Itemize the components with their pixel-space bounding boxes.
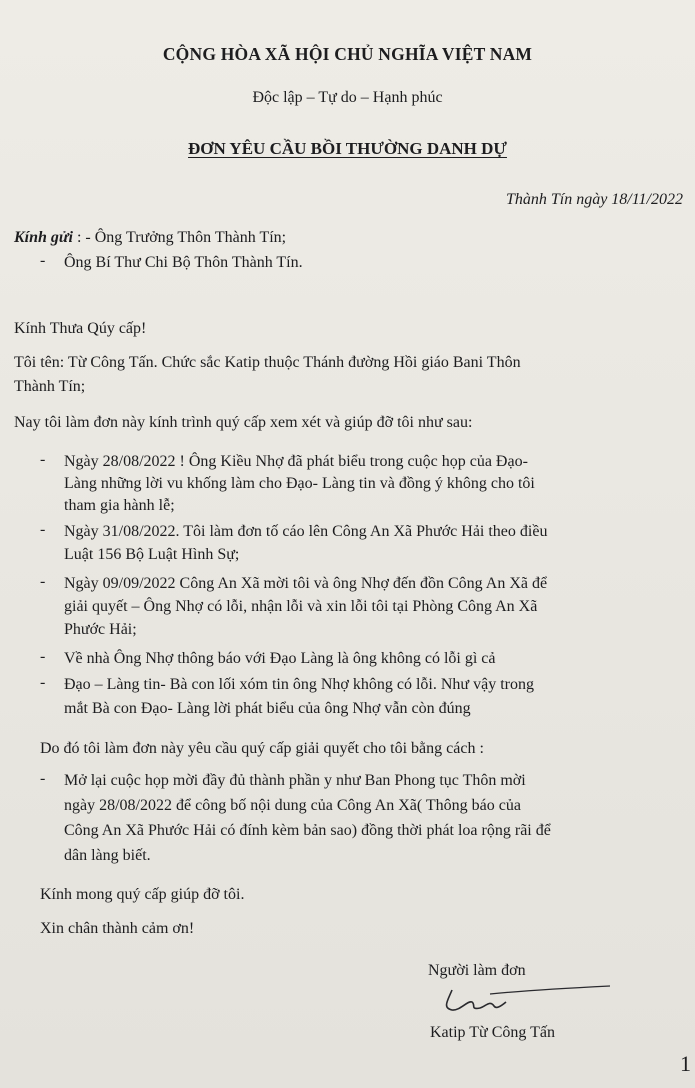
list-item-line: giải quyết – Ông Nhợ có lỗi, nhận lỗi và xin lỗi tôi tại Phòng Công An Xã	[64, 598, 538, 615]
closing-line: Xin chân thành cảm ơn!	[40, 920, 195, 937]
dash-bullet: -	[40, 521, 46, 538]
page-number: 1	[680, 1051, 691, 1076]
list-item-line: Ngày 31/08/2022. Tôi làm đơn tố cáo lên Công An Xã Phước Hải theo điều	[64, 523, 548, 540]
intro-line-2: Thành Tín;	[14, 378, 86, 395]
dash-bullet: -	[40, 451, 46, 468]
list-item-line: Về nhà Ông Nhợ thông báo với Đạo Làng là ông không có lỗi gì cả	[64, 650, 496, 667]
dash-bullet: -	[40, 674, 46, 691]
list-item-line: Đạo – Làng tin- Bà con lối xóm tin ông Nhợ không có lỗi. Như vậy trong	[64, 676, 534, 693]
dash-bullet: -	[40, 770, 46, 787]
list-item-line: tham gia hành lễ;	[64, 497, 175, 514]
list-item-line: Ngày 28/08/2022 ! Ông Kiều Nhợ đã phát biểu trong cuộc họp của Đạo-	[64, 453, 528, 470]
motto: Độc lập – Tự do – Hạnh phúc	[252, 89, 443, 106]
document-title: ĐƠN YÊU CẦU BỒI THƯỜNG DANH DỰ	[188, 139, 507, 158]
request-line: ngày 28/08/2022 để công bố nội dung của Công An Xã( Thông báo của	[64, 797, 521, 814]
country-heading: CỘNG HÒA XÃ HỘI CHỦ NGHĨA VIỆT NAM	[162, 44, 533, 64]
dash-bullet: -	[40, 252, 46, 269]
greeting: Kính Thưa Qúy cấp!	[14, 320, 147, 337]
list-item-line: Làng những lời vu khống làm cho Đạo- Làng tin và đồng ý không cho tôi	[64, 475, 535, 492]
signer-name: Katip Từ Công Tấn	[430, 1024, 555, 1041]
lead-paragraph: Nay tôi làm đơn này kính trình quý cấp xem xét và giúp đỡ tôi như sau:	[14, 414, 473, 431]
dash-bullet: -	[40, 573, 46, 590]
handwritten-signature	[430, 980, 630, 1020]
request-line: Mở lại cuộc họp mời đầy đủ thành phần y như Ban Phong tục Thôn mời	[64, 772, 526, 789]
recipient-1: : - Ông Trưởng Thôn Thành Tín;	[76, 229, 287, 246]
recipient-2: Ông Bí Thư Chi Bộ Thôn Thành Tín.	[64, 254, 303, 271]
request-lead: Do đó tôi làm đơn này yêu cầu quý cấp giải quyết cho tôi bằng cách :	[40, 740, 484, 757]
request-line: Công An Xã Phước Hải có đính kèm bản sao) đồng thời phát loa rộng rãi để	[64, 822, 551, 839]
request-line: dân làng biết.	[64, 847, 151, 864]
intro-line-1: Tôi tên: Từ Công Tấn. Chức sắc Katip thuộc Thánh đường Hồi giáo Bani Thôn	[14, 354, 521, 371]
list-item-line: Luật 156 Bộ Luật Hình Sự;	[64, 546, 240, 563]
recipient-label: Kính gửi	[14, 229, 73, 246]
closing-line: Kính mong quý cấp giúp đỡ tôi.	[40, 886, 245, 903]
signer-role: Người làm đơn	[428, 962, 526, 979]
list-item-line: Ngày 09/09/2022 Công An Xã mời tôi và ông Nhợ đến đồn Công An Xã để	[64, 575, 548, 592]
list-item-line: mắt Bà con Đạo- Làng lời phát biểu của ông Nhợ vẫn còn đúng	[64, 700, 471, 717]
dash-bullet: -	[40, 648, 46, 665]
list-item-line: Phước Hải;	[64, 621, 137, 638]
recipient-line-1	[14, 227, 286, 249]
date-line: Thành Tín ngày 18/11/2022	[505, 191, 683, 208]
